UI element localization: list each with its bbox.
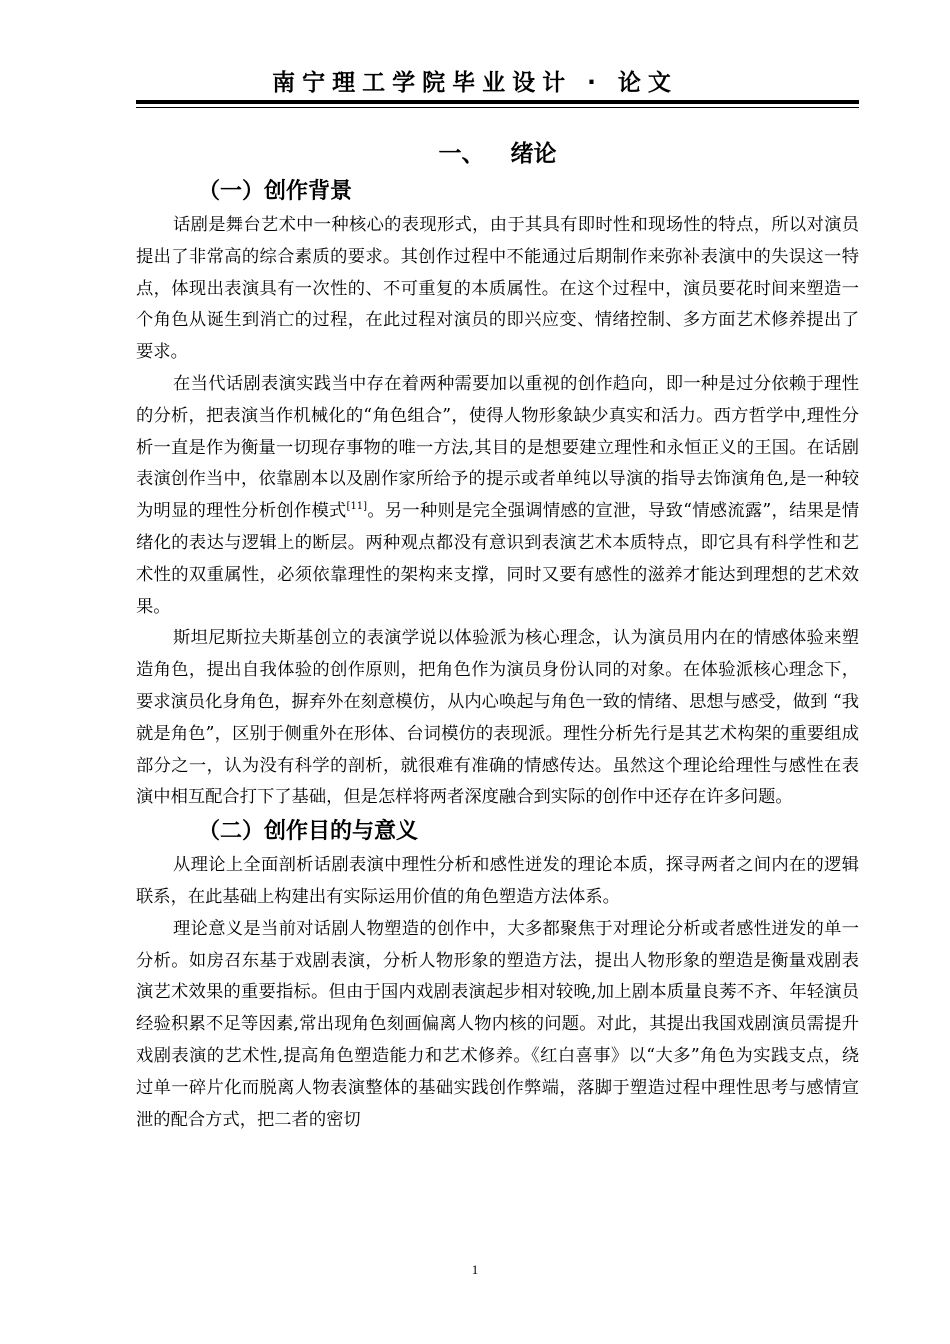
header-rule-thin: [136, 107, 859, 108]
citation-mark: [11]: [346, 501, 368, 513]
paragraph-text: 在当代话剧表演实践当中存在着两种需要加以重视的创作趋向，即一种是过分依赖于理性的分析，把表演当作机械化的“角色组合”，使得人物形象缺少真实和活力。西方哲学中,理性分析一直是作为衡量一切现存事物的唯一方法,其目的是想要建立理性和永恒正义的王国。在话剧表演创作当中，依靠剧本以及剧作家所给予的提示或者单纯以导演的指导去饰演角色,是一种较为明显的理性分析创作模式: [136, 373, 859, 522]
paragraph: 从理论上全面剖析话剧表演中理性分析和感性迸发的理论本质，探寻两者之间内在的逻辑联系，在此基础上构建出有实际运用价值的角色塑造方法体系。: [136, 855, 859, 907]
page-body: [136, 134, 859, 1136]
paragraph: 斯坦尼斯拉夫斯基创立的表演学说以体验派为核心理念，认为演员用内在的情感体验来塑造角色，提出自我体验的创作原则，把角色作为演员身份认同的对象。在体验派核心理念下，要求演员化身角色，摒弃外在刻意模仿，从内心唤起与角色一致的情绪、思想与感受，做到 “我就是角色”，区别于侧重外在形体、台词模仿的表现派。理性分析先行是其艺术构架的重要组成部分之一，认为没有科学的剖析，就很难有准确的情感传达。虽然这个理论给理性与感性在表演中相互配合打下了基础，但是怎样将两者深度融合到实际的创作中还存在许多问题。: [136, 628, 859, 808]
paragraph-text: 。另一种则是完全强调情感的宣泄，导致“情感流露”，结果是情绪化的表达与逻辑上的断层。两种观点都没有意识到表演艺术本质特点，即它具有科学性和艺术性的双重属性，必须依靠理性的架构来支撑，同时又要有感性的滋养才能达到理想的艺术效果。: [136, 501, 859, 617]
chapter-number: 一、: [438, 141, 485, 167]
paragraph-with-citation: [136, 369, 859, 623]
section-heading: （二）创作目的与意义: [198, 819, 419, 845]
page-number: 1: [471, 1262, 479, 1277]
chapter-heading: [136, 134, 859, 174]
running-header: 南宁理工学院毕业设计 · 论文: [272, 70, 678, 96]
section-heading: （一）创作背景: [198, 179, 353, 204]
chapter-title: 绪论: [510, 141, 557, 167]
paragraph: 理论意义是当前对话剧人物塑造的创作中，大多都聚焦于对理论分析或者感性迸发的单一分析。如房召东基于戏剧表演，分析人物形象的塑造方法，提出人物形象的塑造是衡量戏剧表演艺术效果的重要指标。但由于国内戏剧表演起步相对较晚,加上剧本质量良莠不齐、年轻演员经验积累不足等因素,常出现角色刻画偏离人物内核的问题。对此，其提出我国戏剧演员需提升戏剧表演的艺术性,提高角色塑造能力和艺术修养。《红白喜事》以“大多”角色为实践支点，绕过单一碎片化而脱离人物表演整体的基础实践创作弊端，落脚于塑造过程中理性思考与感情宣泄的配合方式，把二者的密切: [136, 918, 859, 1130]
header-rule-thick: [136, 100, 859, 104]
paragraph: 话剧是舞台艺术中一种核心的表现形式，由于其具有即时性和现场性的特点，所以对演员提出了非常高的综合素质的要求。其创作过程中不能通过后期制作来弥补表演中的失误这一特点，体现出表演具有一次性的、不可重复的本质属性。在这个过程中，演员要花时间来塑造一个角色从诞生到消亡的过程，在此过程对演员的即兴应变、情绪控制、多方面艺术修养提出了要求。: [136, 215, 859, 363]
